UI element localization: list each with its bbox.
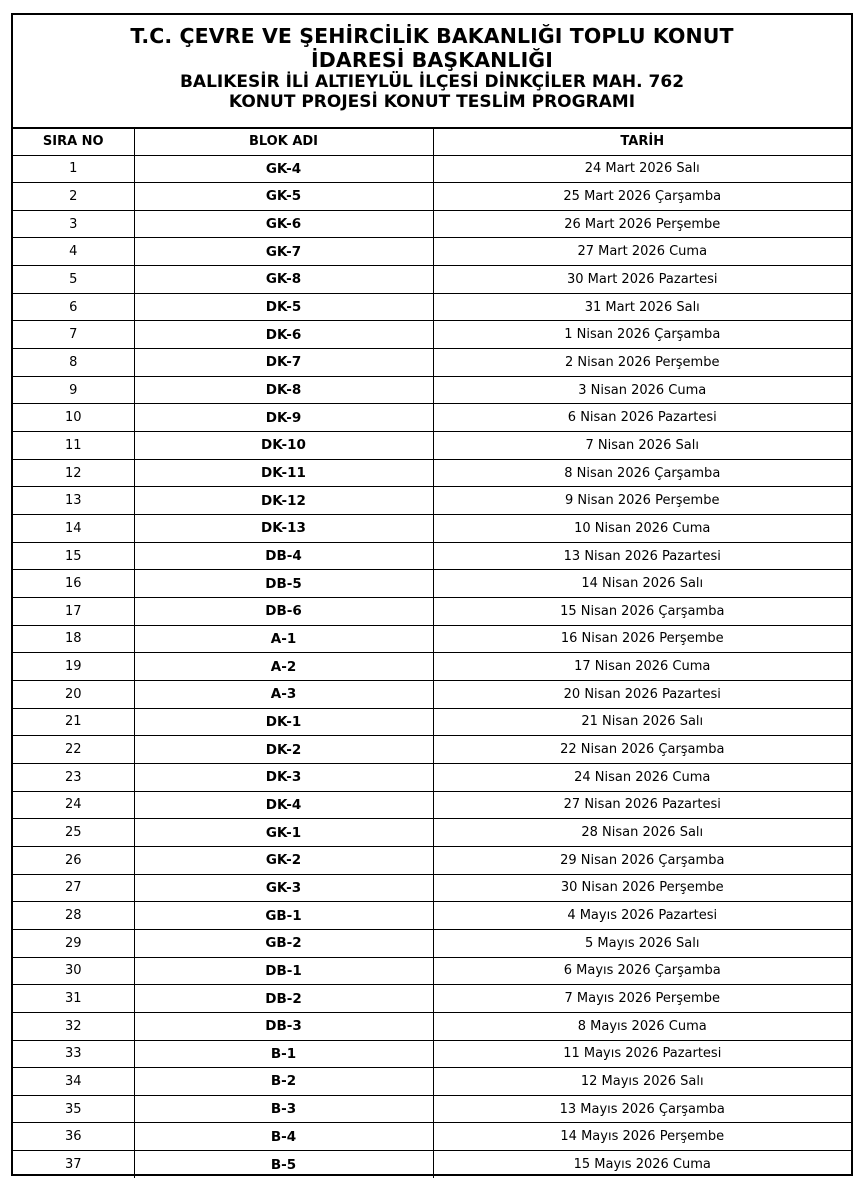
sira-no-cell: 6 <box>13 293 134 321</box>
blok-adi-cell: DK-1 <box>134 708 433 736</box>
table-row <box>13 515 851 543</box>
title-line-2: İDARESİ BAŞKANLIĞI <box>311 48 553 72</box>
tarih-cell: 8 Mayıs 2026 Cuma <box>433 1012 851 1040</box>
blok-adi-cell: DK-10 <box>134 432 433 460</box>
sira-no-cell: 17 <box>13 598 134 626</box>
table-row <box>13 1068 851 1096</box>
column-header-sira-no: SIRA NO <box>13 129 134 155</box>
tarih-cell: 31 Mart 2026 Salı <box>433 293 851 321</box>
tarih-cell: 13 Nisan 2026 Pazartesi <box>433 542 851 570</box>
tarih-cell: 11 Mayıs 2026 Pazartesi <box>433 1040 851 1068</box>
sira-no-cell: 35 <box>13 1095 134 1123</box>
tarih-cell: 7 Mayıs 2026 Perşembe <box>433 985 851 1013</box>
table-row <box>13 210 851 238</box>
table-row <box>13 1151 851 1179</box>
blok-adi-cell: B-1 <box>134 1040 433 1068</box>
table-row <box>13 266 851 294</box>
tarih-cell: 9 Nisan 2026 Perşembe <box>433 487 851 515</box>
tarih-cell: 15 Mayıs 2026 Cuma <box>433 1151 851 1179</box>
tarih-cell: 17 Nisan 2026 Cuma <box>433 653 851 681</box>
blok-adi-cell: GB-1 <box>134 902 433 930</box>
table-row <box>13 183 851 211</box>
sira-no-cell: 11 <box>13 432 134 460</box>
table-row <box>13 376 851 404</box>
table-row <box>13 929 851 957</box>
tarih-cell: 7 Nisan 2026 Salı <box>433 432 851 460</box>
table-row <box>13 349 851 377</box>
sira-no-cell: 1 <box>13 155 134 183</box>
table-row <box>13 736 851 764</box>
blok-adi-cell: DK-5 <box>134 293 433 321</box>
blok-adi-cell: DK-6 <box>134 321 433 349</box>
sira-no-cell: 30 <box>13 957 134 985</box>
blok-adi-cell: GK-2 <box>134 846 433 874</box>
blok-adi-cell: B-2 <box>134 1068 433 1096</box>
blok-adi-cell: GB-2 <box>134 929 433 957</box>
tarih-cell: 6 Nisan 2026 Pazartesi <box>433 404 851 432</box>
title-block <box>13 15 851 129</box>
table-row <box>13 625 851 653</box>
table-row <box>13 459 851 487</box>
table-row <box>13 487 851 515</box>
sira-no-cell: 19 <box>13 653 134 681</box>
blok-adi-cell: DK-2 <box>134 736 433 764</box>
blok-adi-cell: GK-5 <box>134 183 433 211</box>
table-row <box>13 763 851 791</box>
table-row <box>13 432 851 460</box>
tarih-cell: 21 Nisan 2026 Salı <box>433 708 851 736</box>
blok-adi-cell: DK-9 <box>134 404 433 432</box>
sira-no-cell: 14 <box>13 515 134 543</box>
blok-adi-cell: DB-3 <box>134 1012 433 1040</box>
sira-no-cell: 34 <box>13 1068 134 1096</box>
blok-adi-cell: B-3 <box>134 1095 433 1123</box>
sira-no-cell: 20 <box>13 680 134 708</box>
tarih-cell: 2 Nisan 2026 Perşembe <box>433 349 851 377</box>
tarih-cell: 30 Nisan 2026 Perşembe <box>433 874 851 902</box>
sira-no-cell: 29 <box>13 929 134 957</box>
sira-no-cell: 15 <box>13 542 134 570</box>
blok-adi-cell: GK-1 <box>134 819 433 847</box>
sira-no-cell: 27 <box>13 874 134 902</box>
sira-no-cell: 10 <box>13 404 134 432</box>
tarih-cell: 14 Nisan 2026 Salı <box>433 570 851 598</box>
tarih-cell: 8 Nisan 2026 Çarşamba <box>433 459 851 487</box>
column-header-tarih: TARİH <box>433 129 851 155</box>
blok-adi-cell: DB-4 <box>134 542 433 570</box>
table-row <box>13 874 851 902</box>
tarih-cell: 27 Nisan 2026 Pazartesi <box>433 791 851 819</box>
subtitle-line-2: KONUT PROJESİ KONUT TESLİM PROGRAMI <box>228 92 636 112</box>
table-row <box>13 985 851 1013</box>
table-row <box>13 1095 851 1123</box>
blok-adi-cell: DK-7 <box>134 349 433 377</box>
tarih-cell: 6 Mayıs 2026 Çarşamba <box>433 957 851 985</box>
tarih-cell: 30 Mart 2026 Pazartesi <box>433 266 851 294</box>
table-row <box>13 708 851 736</box>
table-row <box>13 653 851 681</box>
sira-no-cell: 25 <box>13 819 134 847</box>
table-row <box>13 819 851 847</box>
tarih-cell: 28 Nisan 2026 Salı <box>433 819 851 847</box>
sira-no-cell: 22 <box>13 736 134 764</box>
sira-no-cell: 31 <box>13 985 134 1013</box>
blok-adi-cell: DB-1 <box>134 957 433 985</box>
tarih-cell: 29 Nisan 2026 Çarşamba <box>433 846 851 874</box>
sira-no-cell: 13 <box>13 487 134 515</box>
blok-adi-cell: DK-4 <box>134 791 433 819</box>
tarih-cell: 24 Nisan 2026 Cuma <box>433 763 851 791</box>
tarih-cell: 10 Nisan 2026 Cuma <box>433 515 851 543</box>
sira-no-cell: 3 <box>13 210 134 238</box>
table-row <box>13 1012 851 1040</box>
blok-adi-cell: GK-6 <box>134 210 433 238</box>
tarih-cell: 24 Mart 2026 Salı <box>433 155 851 183</box>
table-row <box>13 902 851 930</box>
table-row <box>13 846 851 874</box>
blok-adi-cell: A-1 <box>134 625 433 653</box>
blok-adi-cell: DK-13 <box>134 515 433 543</box>
document-sheet <box>11 13 853 1176</box>
blok-adi-cell: DK-11 <box>134 459 433 487</box>
sira-no-cell: 4 <box>13 238 134 266</box>
sira-no-cell: 5 <box>13 266 134 294</box>
blok-adi-cell: DK-8 <box>134 376 433 404</box>
tarih-cell: 12 Mayıs 2026 Salı <box>433 1068 851 1096</box>
blok-adi-cell: GK-7 <box>134 238 433 266</box>
table-row <box>13 155 851 183</box>
blok-adi-cell: DK-3 <box>134 763 433 791</box>
tarih-cell: 3 Nisan 2026 Cuma <box>433 376 851 404</box>
sira-no-cell: 23 <box>13 763 134 791</box>
sira-no-cell: 28 <box>13 902 134 930</box>
tarih-cell: 15 Nisan 2026 Çarşamba <box>433 598 851 626</box>
table-row <box>13 1040 851 1068</box>
blok-adi-cell: DK-12 <box>134 487 433 515</box>
tarih-cell: 20 Nisan 2026 Pazartesi <box>433 680 851 708</box>
tarih-cell: 13 Mayıs 2026 Çarşamba <box>433 1095 851 1123</box>
blok-adi-cell: DB-6 <box>134 598 433 626</box>
sira-no-cell: 8 <box>13 349 134 377</box>
sira-no-cell: 26 <box>13 846 134 874</box>
sira-no-cell: 9 <box>13 376 134 404</box>
tarih-cell: 14 Mayıs 2026 Perşembe <box>433 1123 851 1151</box>
tarih-cell: 5 Mayıs 2026 Salı <box>433 929 851 957</box>
sira-no-cell: 36 <box>13 1123 134 1151</box>
table-row <box>13 238 851 266</box>
sira-no-cell: 24 <box>13 791 134 819</box>
tarih-cell: 1 Nisan 2026 Çarşamba <box>433 321 851 349</box>
table-body <box>13 155 851 1178</box>
sira-no-cell: 18 <box>13 625 134 653</box>
sira-no-cell: 16 <box>13 570 134 598</box>
table-row <box>13 293 851 321</box>
tarih-cell: 26 Mart 2026 Perşembe <box>433 210 851 238</box>
table-row <box>13 1123 851 1151</box>
tarih-cell: 25 Mart 2026 Çarşamba <box>433 183 851 211</box>
sira-no-cell: 33 <box>13 1040 134 1068</box>
blok-adi-cell: A-3 <box>134 680 433 708</box>
blok-adi-cell: GK-3 <box>134 874 433 902</box>
blok-adi-cell: B-5 <box>134 1151 433 1179</box>
blok-adi-cell: GK-8 <box>134 266 433 294</box>
table-row <box>13 680 851 708</box>
sira-no-cell: 32 <box>13 1012 134 1040</box>
column-header-blok-adi: BLOK ADI <box>134 129 433 155</box>
table-row <box>13 404 851 432</box>
blok-adi-cell: DB-2 <box>134 985 433 1013</box>
tarih-cell: 27 Mart 2026 Cuma <box>433 238 851 266</box>
table-row <box>13 570 851 598</box>
tarih-cell: 4 Mayıs 2026 Pazartesi <box>433 902 851 930</box>
blok-adi-cell: B-4 <box>134 1123 433 1151</box>
tarih-cell: 16 Nisan 2026 Perşembe <box>433 625 851 653</box>
delivery-schedule-table <box>13 129 851 1178</box>
tarih-cell: 22 Nisan 2026 Çarşamba <box>433 736 851 764</box>
title-line-1: T.C. ÇEVRE VE ŞEHİRCİLİK BAKANLIĞI TOPLU KONUT <box>130 24 734 48</box>
subtitle-line-1: BALIKESİR İLİ ALTIEYLÜL İLÇESİ DİNKÇİLER MAH. 762 <box>179 72 685 92</box>
table-row <box>13 598 851 626</box>
sira-no-cell: 37 <box>13 1151 134 1179</box>
table-row <box>13 957 851 985</box>
sira-no-cell: 2 <box>13 183 134 211</box>
blok-adi-cell: A-2 <box>134 653 433 681</box>
sira-no-cell: 12 <box>13 459 134 487</box>
sira-no-cell: 21 <box>13 708 134 736</box>
table-row <box>13 791 851 819</box>
sira-no-cell: 7 <box>13 321 134 349</box>
table-header-row <box>13 129 851 155</box>
blok-adi-cell: DB-5 <box>134 570 433 598</box>
table-row <box>13 321 851 349</box>
blok-adi-cell: GK-4 <box>134 155 433 183</box>
table-row <box>13 542 851 570</box>
